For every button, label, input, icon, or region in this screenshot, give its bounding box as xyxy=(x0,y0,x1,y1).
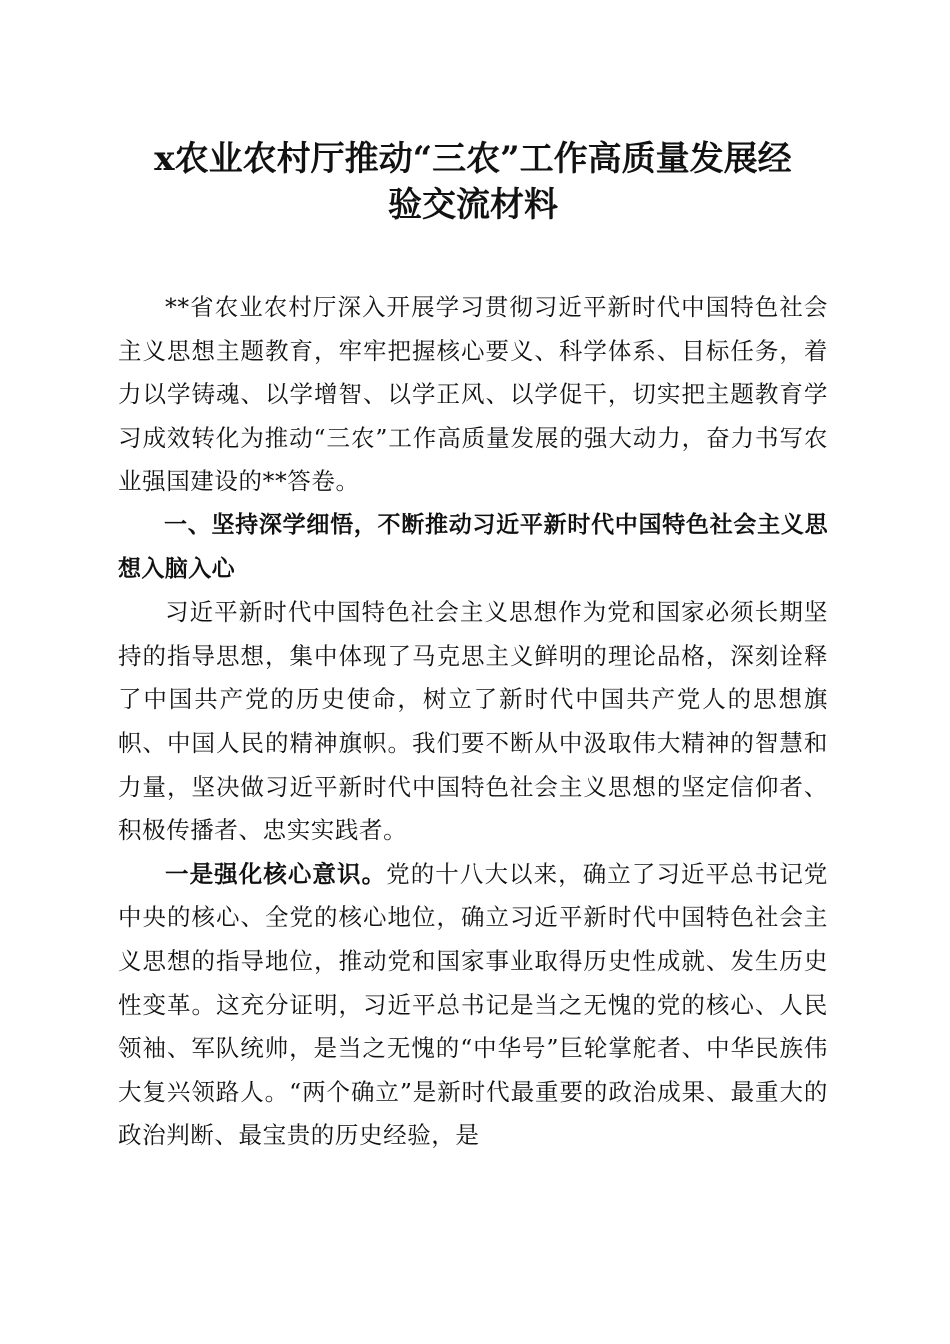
section-1-paragraph: 习近平新时代中国特色社会主义思想作为党和国家必须长期坚持的指导思想，集中体现了马克思主义鲜明的理论品格，深刻诠释了中国共产党的历史使命，树立了新时代中国共产党人的思想旗帜、中国人民的精神旗帜。我们要不断从中汲取伟大精神的智慧和力量，坚决做习近平新时代中国特色社会主义思想的坚定信仰者、积极传播者、忠实实践者。 xyxy=(118,598,828,845)
document-body xyxy=(118,286,828,1158)
section-1-heading: 一、坚持深学细悟，不断推动习近平新时代中国特色社会主义思想入脑入心 xyxy=(118,511,828,582)
document-page xyxy=(118,136,828,1158)
point-1-paragraph xyxy=(118,853,828,1158)
point-1-lead: 一是强化核心意识。 xyxy=(165,859,387,888)
title-line-1: x农业农村厅推动“三农”工作高质量发展经 xyxy=(154,139,792,179)
document-title xyxy=(118,136,828,228)
point-1-text: 党的十八大以来，确立了习近平总书记党中央的核心、全党的核心地位，确立习近平新时代中国特色社会主义思想的指导地位，推动党和国家事业取得历史性成就、发生历史性变革。这充分证明，习近平总书记是当之无愧的党的核心、人民领袖、军队统帅，是当之无愧的“中华号”巨轮掌舵者、中华民族伟大复兴领路人。“两个确立”是新时代最重要的政治成果、最重大的政治判断、最宝贵的历史经验，是 xyxy=(118,859,828,1150)
intro-paragraph: **省农业农村厅深入开展学习贯彻习近平新时代中国特色社会主义思想主题教育，牢牢把握核心要义、科学体系、目标任务，着力以学铸魂、以学增智、以学正风、以学促干，切实把主题教育学习成效转化为推动“三农”工作高质量发展的强大动力，奋力书写农业强国建设的**答卷。 xyxy=(118,293,828,496)
title-line-2: 验交流材料 xyxy=(388,185,558,225)
